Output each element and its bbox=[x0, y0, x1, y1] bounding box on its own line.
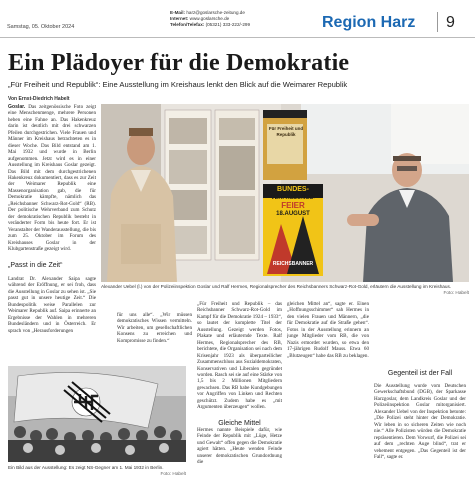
body-text: Landrat Dr. Alexander Saipa sagte während der Eröffnung, er sei froh, dass die Ausstellung in Goslar zu sehen ist. „Sie passt gut in unsere heutige Zeit.“ Die Bundespolitik weise Parallelen zur Weimarer Republik auf. Saipa erinnerte an Ergebnisse der Wahlen in mehreren Bundesländern und in Österreich. Er sprach von „Herausforderungen bbox=[8, 276, 96, 334]
article-column-1 bbox=[8, 104, 96, 256]
body-text: Hermes nannte Beispiele dafür, wie Feinde der Republik mit „Lüge, Hetze und Gewalt“ offen gegen die Demokratie agiert hätten. „Heute wenden Feinde unserer demokratischen Grundordnung die bbox=[197, 427, 282, 466]
body-text: Das zeitgenössische Foto zeigt eine Menschenmenge, mehrere Personen heben eine Fahne an. Das Hakenkreuz darin ist deutlich mit drei schwarzen Pfeilen durchgestrichen. Viele Frauen und Männer im Kreishaus betrachteten es in dieser Woche. Das Bild entstand am 1. Mai 1932 und wurde in Berlin aufgenommen. Jetzt wird es in einer Ausstellung im Kreishaus Goslar gezeigt. Das Bild mit dem durchgestrichenen Hakenkreuz dokumentiert, dass es zur Zeit der Weimarer Republik eine Massenorganisation gab, die für Demokratie kämpfte, nämlich das „Reichsbanner Schwarz-Rot-Gold“ (RB). Der politische Wehrverband zum Schutz der demokratischen Republik besteht in veränderter Form bis heute fort. Er ist Veranstalter der Wanderausstellung, die bis zum 25. Oktober im Forum des Kreishauses Goslar in der Klubgartenstraße gezeigt wird. bbox=[8, 104, 96, 252]
intertitle-gleiche-mittel: Gleiche Mittel bbox=[218, 420, 261, 427]
body-text: „Für Freiheit und Republik – das Reichsbanner Schwarz-Rot-Gold im Kampf für die Demokratie 1924 – 1933“, so lautet der komplette Titel der Ausstellung. Gezeigt werden Fotos, Plakate und erläuternde Texte. Ralf Hermes, Regionalsprecher des RB, berichtete, die Organisation sei nach dem Krisenjahr 1923 als überparteilicher Zusammenschluss aus Sozialdemokraten, Konservativen und Liberalen gegründet worden. Rasch sei sie auf eine Stärke von 1,5 bis 2 Millionen Mitgliedern gewachsen. Das RB habe Kundgebungen vor Angriffen von Linken und Rechten geschützt. Zudem habe es „mit Argumenten überzeugen“ wollen. bbox=[197, 301, 282, 411]
historic-photo-illustration bbox=[8, 366, 186, 462]
contact-info: E-Mail: harz@goslarsche-zeitung.de Internet: www.goslarsche.de Telefon/Telefax: (05321) 333-222/-299 bbox=[170, 10, 251, 27]
article-column-3 bbox=[197, 301, 282, 479]
dateline: Goslar. bbox=[8, 104, 26, 110]
article-column-4 bbox=[287, 301, 369, 479]
article-column-5 bbox=[374, 301, 466, 479]
intertitle-passt: „Passt in die Zeit“ bbox=[8, 262, 63, 269]
section-title: Region Harz bbox=[322, 14, 416, 31]
photo-caption: Alexander Uebel (l.) von der Polizeiinspektion Goslar und Ralf Hermes, Regionalsprecher des Reichsbanners Schwarz-Rot-Gold, erläutern die Ausstellung im Kreishaus. Foto: Habelt bbox=[101, 284, 469, 295]
issue-date: Samstag, 05. Oktober 2024 bbox=[7, 24, 75, 30]
intertitle-gegenteil: Gegenteil ist der Fall bbox=[387, 370, 453, 377]
website-link[interactable]: www.goslarsche.de bbox=[189, 16, 230, 21]
body-text: gleichen Mittel an“, sagte er. Einen „Hoffnungsschimmer“ sah Hermes in den vielen Frauen und Männern, „die für Demokratie auf die Straße gehen“. Fotos in der Ausstellung erinnern an junge Mitglieder vom RB, die von Nazis ermordet wurden, so etwa den 17-jährigen Rudolf Mauss. Etwa 60 „Blutzeugen“ habe das RB zu beklagen. bbox=[287, 301, 369, 359]
article-column-2 bbox=[117, 312, 192, 367]
article-column-1b bbox=[8, 276, 96, 360]
page-number: 9 bbox=[446, 14, 455, 31]
photo-credit: Foto: Habelt bbox=[160, 471, 186, 476]
phone-number: (05321) 333-222/-299 bbox=[205, 22, 251, 27]
historic-photo bbox=[8, 366, 186, 462]
photo-credit: Foto: Habelt bbox=[443, 290, 469, 295]
body-text: Die Ausstellung wurde vom Deutschen Gewerkschaftsbund (DGB), der Sparkasse Harzgoslar, dem Landkreis Goslar und der Polizeiinspektion Goslar mitorganisiert. Alexander Uebel von der Inspektion betonte: „Die Polizei steht hinter der Demokratie. Wir leben in so sicheren Zeiten wie noch nie.“ Alle Polizisten würden die Demokratie repräsentieren. Dem Vorwurf, die Polizei sei auf dem „rechten Auge blind“, trat er vehement entgegen. „Das Gegenteil ist der Fall“, sagte er. bbox=[374, 383, 466, 460]
poster-text: BUNDES- VERFASSUNGS- FEIER 18.AUGUST REICHSBANNER bbox=[270, 186, 316, 267]
body-text: für uns alle“. „Wir müssen demokratisches Wissen vermitteln. Wir arbeiten, um gesellschaftlichen Konsens zu erreichen und Kompromisse zu finden.“ bbox=[117, 312, 192, 344]
email-link[interactable]: harz@goslarsche-zeitung.de bbox=[186, 10, 245, 15]
article-byline: Von Ernst-Diedrich Habelt bbox=[8, 96, 70, 102]
article-headline: Ein Plädoyer für die Demokratie bbox=[8, 50, 350, 76]
exhibition-photo bbox=[101, 104, 469, 282]
panel-title: Für Freiheit und Republik bbox=[268, 126, 304, 137]
header-divider bbox=[437, 12, 438, 32]
historic-photo-caption: Ein Bild aus der Ausstellung: Es zeigt NS-Gegner am 1. Mai 1932 in Berlin. Foto: Habelt bbox=[8, 465, 186, 476]
article-subhead: „Für Freiheit und Republik“: Eine Ausstellung im Kreishaus lenkt den Blick auf die Weimarer Republik bbox=[8, 80, 348, 89]
page-header bbox=[0, 0, 475, 38]
